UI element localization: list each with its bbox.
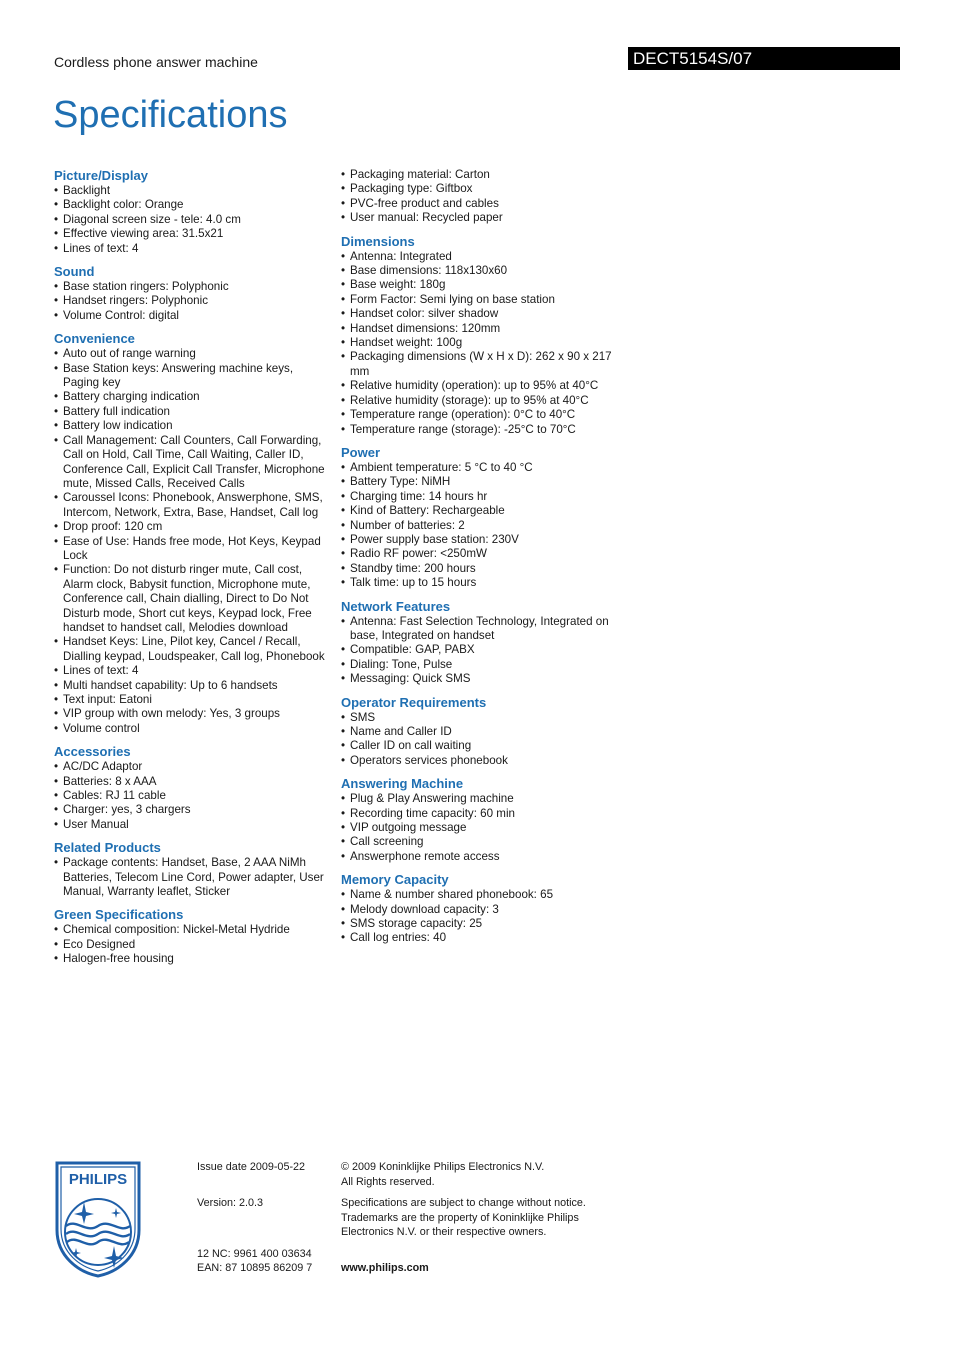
- spec-item: • PVC-free product and cables: [341, 197, 616, 211]
- section-title: Power: [341, 444, 381, 460]
- spec-list: [54, 923, 329, 966]
- spec-item: • Ease of Use: Hands free mode, Hot Keys, Keypad Lock: [54, 535, 329, 564]
- spec-section-convenience: [54, 331, 329, 736]
- section-title: Memory Capacity: [341, 872, 449, 888]
- copyright: [341, 1160, 611, 1189]
- disclaimer: Specifications are subject to change without notice. Trademarks are the property of Koninklijke Philips Electronics N.V. or their respective owners.: [341, 1197, 586, 1238]
- spec-item: • Diagonal screen size - tele: 4.0 cm: [54, 213, 329, 227]
- spec-item: • Multi handset capability: Up to 6 handsets: [54, 679, 329, 693]
- section-title: Dimensions: [341, 233, 415, 249]
- spec-section-memory-capacity: [341, 872, 616, 946]
- spec-section-accessories: [54, 744, 329, 832]
- spec-item: • Function: Do not disturb ringer mute, Call cost, Alarm clock, Babysit function, Microphone mute, Conference call, Chain dialling, Direct to Do Not Disturb mode, Short cut keys, Keypad lock, Free handset to handset call, Melodies download: [54, 563, 329, 635]
- spec-item: • Base dimensions: 118x130x60: [341, 264, 616, 278]
- spec-item: • Base station ringers: Polyphonic: [54, 280, 329, 294]
- spec-item: • Melody download capacity: 3: [341, 903, 616, 917]
- spec-section-sound: [54, 264, 329, 323]
- spec-item: • Messaging: Quick SMS: [341, 672, 616, 686]
- spec-item: • Battery Type: NiMH: [341, 475, 616, 489]
- section-title: Convenience: [54, 331, 135, 347]
- spec-item: • Packaging type: Giftbox: [341, 182, 616, 196]
- spec-item: • SMS storage capacity: 25: [341, 917, 616, 931]
- spec-item: • Radio RF power: <250mW: [341, 547, 616, 561]
- spec-list: [341, 615, 616, 687]
- spec-item: • Lines of text: 4: [54, 242, 329, 256]
- spec-item: • Antenna: Integrated: [341, 250, 616, 264]
- spec-list: [54, 760, 329, 832]
- product-subtitle: Cordless phone answer machine: [54, 54, 258, 70]
- spec-item: • Package contents: Handset, Base, 2 AAA NiMh Batteries, Telecom Line Cord, Power adapter, User Manual, Warranty leaflet, Sticker: [54, 856, 329, 899]
- spec-item: • Operators services phonebook: [341, 754, 616, 768]
- spec-item: • Cables: RJ 11 cable: [54, 789, 329, 803]
- spec-item: • VIP group with own melody: Yes, 3 groups: [54, 707, 329, 721]
- spec-item: • Handset weight: 100g: [341, 336, 616, 350]
- spec-item: • Battery charging indication: [54, 390, 329, 404]
- spec-item: • Power supply base station: 230V: [341, 533, 616, 547]
- section-title: Answering Machine: [341, 776, 464, 792]
- spec-item: • Compatible: GAP, PABX: [341, 643, 616, 657]
- spec-section-network-features: [341, 599, 616, 687]
- spec-item: • Battery full indication: [54, 405, 329, 419]
- spec-item: • Talk time: up to 15 hours: [341, 576, 616, 590]
- spec-item: • Kind of Battery: Rechargeable: [341, 504, 616, 518]
- spec-item: • Halogen-free housing: [54, 952, 329, 966]
- spec-list: [54, 280, 329, 323]
- spec-item: • Dialing: Tone, Pulse: [341, 658, 616, 672]
- spec-item: • Answerphone remote access: [341, 850, 616, 864]
- website-link[interactable]: www.philips.com: [341, 1262, 429, 1274]
- section-title: Sound: [54, 264, 95, 280]
- spec-item: • Number of batteries: 2: [341, 519, 616, 533]
- spec-item: • Base Station keys: Answering machine keys, Paging key: [54, 362, 329, 391]
- spec-item: • Handset Keys: Line, Pilot key, Cancel / Recall, Dialling keypad, Loudspeaker, Call log, Phonebook: [54, 635, 329, 664]
- section-title: Network Features: [341, 598, 451, 614]
- spec-list: [54, 184, 329, 256]
- spec-item: • Ambient temperature: 5 °C to 40 °C: [341, 461, 616, 475]
- spec-item: • Standby time: 200 hours: [341, 562, 616, 576]
- spec-item: • VIP outgoing message: [341, 821, 616, 835]
- spec-list: [341, 711, 616, 769]
- spec-section-packaging: [341, 168, 616, 226]
- spec-item: • Eco Designed: [54, 938, 329, 952]
- section-title: Operator Requirements: [341, 694, 487, 710]
- spec-item: • Charging time: 14 hours hr: [341, 490, 616, 504]
- spec-item: • Handset dimensions: 120mm: [341, 322, 616, 336]
- spec-item: • Chemical composition: Nickel-Metal Hydride: [54, 923, 329, 937]
- copyright-line: All Rights reserved.: [341, 1175, 435, 1188]
- spec-item: • Text input: Eatoni: [54, 693, 329, 707]
- spec-item: • Handset ringers: Polyphonic: [54, 294, 329, 308]
- spec-item: • Handset color: silver shadow: [341, 307, 616, 321]
- spec-list: [341, 168, 616, 226]
- spec-item: • Name & number shared phonebook: 65: [341, 888, 616, 902]
- spec-section-answering-machine: [341, 776, 616, 864]
- spec-item: • Antenna: Fast Selection Technology, Integrated on base, Integrated on handset: [341, 615, 616, 644]
- spec-section-operator-requirements: [341, 695, 616, 769]
- spec-item: • Effective viewing area: 31.5x21: [54, 227, 329, 241]
- spec-item: • Relative humidity (storage): up to 95% at 40°C: [341, 394, 616, 408]
- spec-list: [341, 250, 616, 437]
- spec-item: • Call log entries: 40: [341, 931, 616, 945]
- spec-list: [54, 347, 329, 736]
- spec-item: • AC/DC Adaptor: [54, 760, 329, 774]
- spec-item: • Temperature range (operation): 0°C to 40°C: [341, 408, 616, 422]
- philips-shield-logo-icon: [54, 1160, 142, 1278]
- spec-item: • Call Management: Call Counters, Call Forwarding, Call on Hold, Call Time, Call Waiting, Caller ID, Conference Call, Explicit Call Transfer, Microphone mute, Missed Calls, Received Calls: [54, 434, 329, 492]
- model-number-badge: DECT5154S/07: [628, 47, 900, 70]
- copyright-line: © 2009 Koninklijke Philips Electronics N.V.: [341, 1161, 545, 1173]
- spec-item: • User manual: Recycled paper: [341, 211, 616, 225]
- spec-item: • Caroussel Icons: Phonebook, Answerphone, SMS, Intercom, Network, Extra, Base, Handset, Call log: [54, 491, 329, 520]
- spec-list: [341, 792, 616, 864]
- spec-list: [341, 461, 616, 591]
- spec-item: • Battery low indication: [54, 419, 329, 433]
- spec-item: • Base weight: 180g: [341, 278, 616, 292]
- spec-item: • Drop proof: 120 cm: [54, 520, 329, 534]
- section-title: Accessories: [54, 744, 131, 760]
- spec-item: • Form Factor: Semi lying on base station: [341, 293, 616, 307]
- page-title: Specifications: [53, 94, 288, 136]
- spec-item: • Volume Control: digital: [54, 309, 329, 323]
- spec-item: • Plug & Play Answering machine: [341, 792, 616, 806]
- spec-section-picture-display: [54, 168, 329, 256]
- section-title: Picture/Display: [54, 168, 148, 183]
- spec-item: • Temperature range (storage): -25°C to 70°C: [341, 423, 616, 437]
- spec-item: • Recording time capacity: 60 min: [341, 807, 616, 821]
- spec-item: • Volume control: [54, 722, 329, 736]
- spec-section-green-specifications: [54, 907, 329, 966]
- spec-item: • Relative humidity (operation): up to 95% at 40°C: [341, 379, 616, 393]
- version: Version: 2.0.3: [197, 1197, 264, 1209]
- spec-item: • Auto out of range warning: [54, 347, 329, 361]
- left-spec-column: [54, 168, 329, 975]
- section-title: Related Products: [54, 840, 161, 856]
- spec-item: • Charger: yes, 3 chargers: [54, 803, 329, 817]
- section-title: Green Specifications: [54, 907, 184, 923]
- spec-list: [54, 856, 329, 899]
- spec-item: • Backlight color: Orange: [54, 198, 329, 212]
- spec-list: [341, 888, 616, 946]
- spec-item: • Batteries: 8 x AAA: [54, 775, 329, 789]
- spec-item: • Backlight: [54, 184, 329, 198]
- spec-item: • Name and Caller ID: [341, 725, 616, 739]
- spec-item: • Call screening: [341, 835, 616, 849]
- issue-date: Issue date 2009-05-22: [197, 1161, 306, 1173]
- spec-item: • User Manual: [54, 818, 329, 832]
- spec-item: • Packaging dimensions (W x H x D): 262 x 90 x 217 mm: [341, 350, 616, 379]
- spec-section-related-products: [54, 840, 329, 899]
- logo-wordmark: PHILIPS: [68, 1171, 128, 1188]
- nc-number: 12 NC: 9961 400 03634: [197, 1248, 312, 1260]
- spec-section-power: [341, 445, 616, 591]
- ean-number: EAN: 87 10895 86209 7: [197, 1262, 313, 1274]
- spec-item: • SMS: [341, 711, 616, 725]
- right-spec-column: [341, 168, 616, 954]
- spec-section-dimensions: [341, 234, 616, 437]
- spec-item: • Caller ID on call waiting: [341, 739, 616, 753]
- spec-item: • Lines of text: 4: [54, 664, 329, 678]
- spec-item: • Packaging material: Carton: [341, 168, 616, 182]
